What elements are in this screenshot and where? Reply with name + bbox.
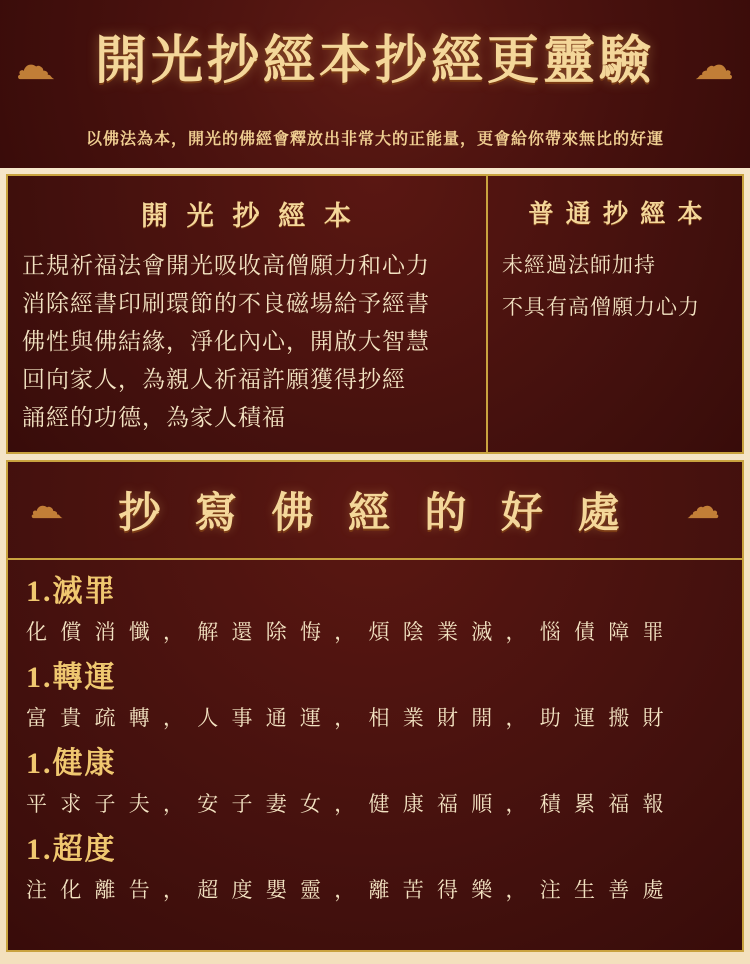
benefit-number: 1. [26,661,53,694]
cloud-icon: ☁ [30,489,64,526]
benefit-item [26,742,724,822]
benefit-heading [26,656,724,700]
benefit-label: 滅罪 [52,575,117,608]
comparison-right-title: 普 通 抄 經 本 [528,201,706,228]
benefit-description: 富 貴 疏 轉 ， 人 事 通 運 ， 相 業 財 開 ， 助 運 搬 財 [26,706,668,730]
benefits-list [8,560,742,908]
benefit-number: 1. [26,575,53,608]
benefit-label: 超度 [52,833,117,866]
comparison-left-line: 誦經的功德，為家人積福 [22,405,286,430]
benefits-header [8,462,742,560]
benefit-number: 1. [26,747,53,780]
benefit-label: 健康 [52,747,117,780]
comparison-panel [6,174,744,454]
comparison-left-line: 回向家人，為親人祈福許願獲得抄經 [22,367,406,392]
benefit-description: 平 求 子 夫 ， 安 子 妻 女 ， 健 康 福 順 ， 積 累 福 報 [26,792,668,816]
cloud-icon: ☁ [686,489,720,526]
comparison-column-blessed [8,176,488,452]
benefit-description: 注 化 離 告 ， 超 度 嬰 靈 ， 離 苦 得 樂 ， 注 生 善 處 [26,878,668,902]
comparison-column-ordinary [488,176,742,452]
comparison-left-line: 正規祈福法會開光吸收高僧願力和心力 [22,253,430,278]
benefit-description: 化 償 消 懺 ， 解 還 除 悔 ， 煩 陰 業 滅 ， 惱 債 障 罪 [26,620,668,644]
comparison-left-line: 佛性與佛結緣，淨化內心，開啟大智慧 [22,329,430,354]
cloud-icon: ☁ [16,43,56,88]
banner-subtitle: 以佛法為本，開光的佛經會釋放出非常大的正能量，更會給你帶來無比的好運 [85,131,664,148]
benefit-number: 1. [26,833,53,866]
benefit-item [26,570,724,650]
benefits-panel [6,460,744,952]
comparison-left-title: 開 光 抄 經 本 [141,201,357,231]
benefit-item [26,828,724,908]
cloud-icon: ☁ [694,43,734,88]
comparison-left-line: 消除經書印刷環節的不良磁場給予經書 [22,291,430,316]
benefit-item [26,656,724,736]
benefit-heading [26,828,724,872]
benefit-heading [26,742,724,786]
benefit-label: 轉運 [52,661,117,694]
comparison-right-line: 未經過法師加持 [502,253,656,277]
benefits-title: 抄 寫 佛 經 的 好 處 [118,491,632,537]
benefit-heading [26,570,724,614]
banner [0,0,750,168]
comparison-right-line: 不具有高僧願力心力 [502,295,700,319]
banner-title: 開光抄經本抄經更靈驗 [94,33,655,90]
